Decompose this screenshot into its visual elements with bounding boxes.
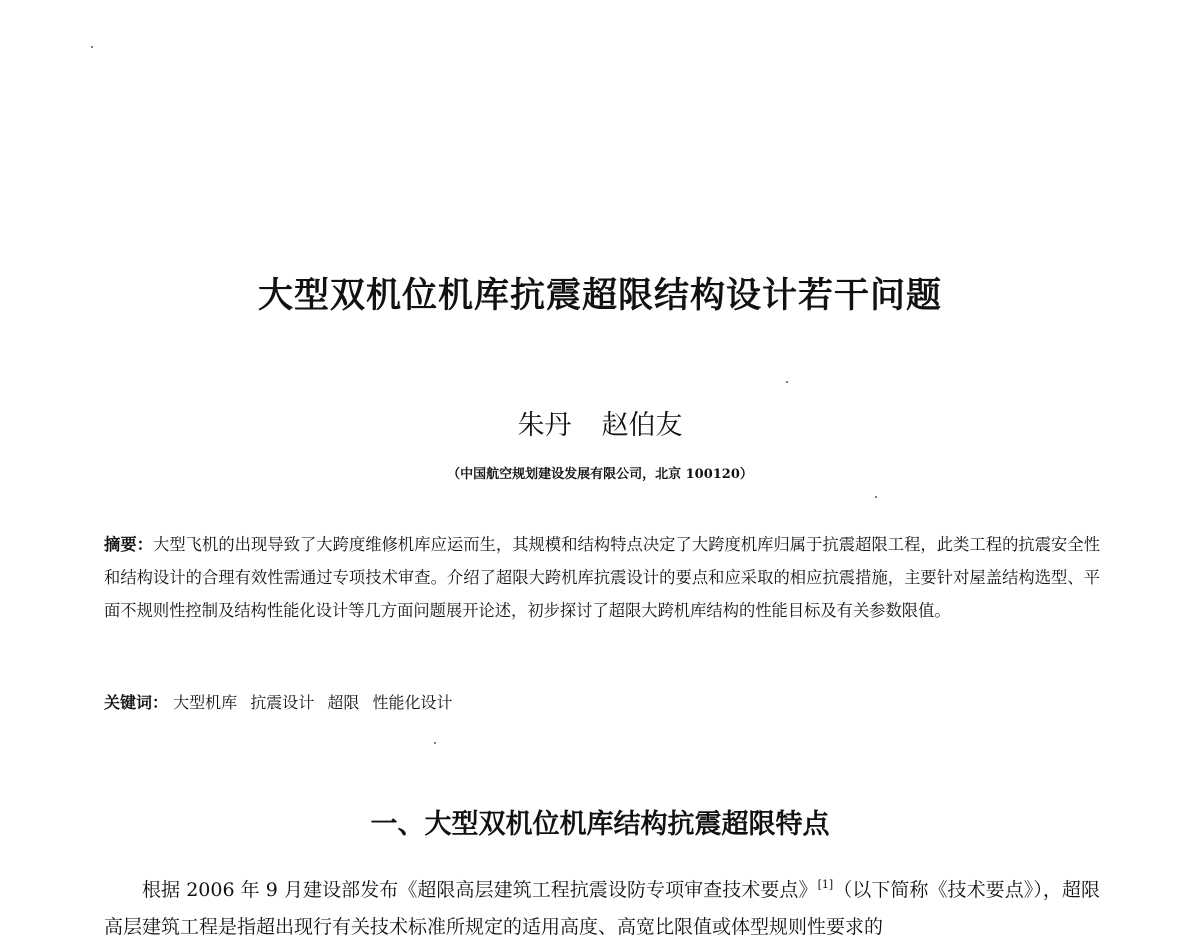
- abstract-text: 大型飞机的出现导致了大跨度维修机库应运而生，其规模和结构特点决定了大跨度机库归属于抗震超限工程，此类工程的抗震安全性和结构设计的合理有效性需通过专项技术审查。介绍了超限大跨机库抗震设计的要点和应采取的相应抗震措施，主要针对屋盖结构选型、平面不规则性控制及结构性能化设计等几方面问题展开论述，初步探讨了超限大跨机库结构的性能目标及有关参数限值。: [104, 535, 1100, 620]
- section-heading: 一、大型双机位机库结构抗震超限特点: [370, 809, 830, 840]
- abstract-label: 摘要：: [104, 535, 153, 554]
- body-text: 根据 2006 年 9 月建设部发布《超限高层建筑工程抗震设防专项审查技术要点》: [142, 879, 818, 901]
- scan-speck: [91, 46, 93, 48]
- scan-speck: [875, 496, 877, 498]
- author-name: 赵伯友: [601, 410, 683, 441]
- paper-title: 大型双机位机库抗震超限结构设计若干问题: [257, 276, 942, 316]
- body-paragraph: [104, 866, 1100, 946]
- keywords-label: 关键词：: [104, 693, 169, 712]
- abstract: [104, 528, 1100, 627]
- body-text: （以下简称《技术要点》），超限高层建筑工程是指超出现行有关技术标准所规定的适用高度、高宽比限值或体型规则性要求的: [104, 879, 1100, 938]
- citation-ref: [1]: [817, 878, 834, 891]
- author-list: [0, 403, 1200, 442]
- scan-speck: [434, 742, 436, 744]
- scan-speck: [786, 381, 788, 383]
- keywords: [104, 690, 460, 713]
- author-affiliation: （中国航空规划建设发展有限公司，北京 100120）: [447, 467, 753, 482]
- keyword: 抗震设计: [250, 693, 315, 712]
- keyword: 超限: [327, 693, 360, 712]
- keyword: 性能化设计: [372, 693, 453, 712]
- keyword: 大型机库: [173, 693, 238, 712]
- author-name: 朱丹: [517, 410, 572, 441]
